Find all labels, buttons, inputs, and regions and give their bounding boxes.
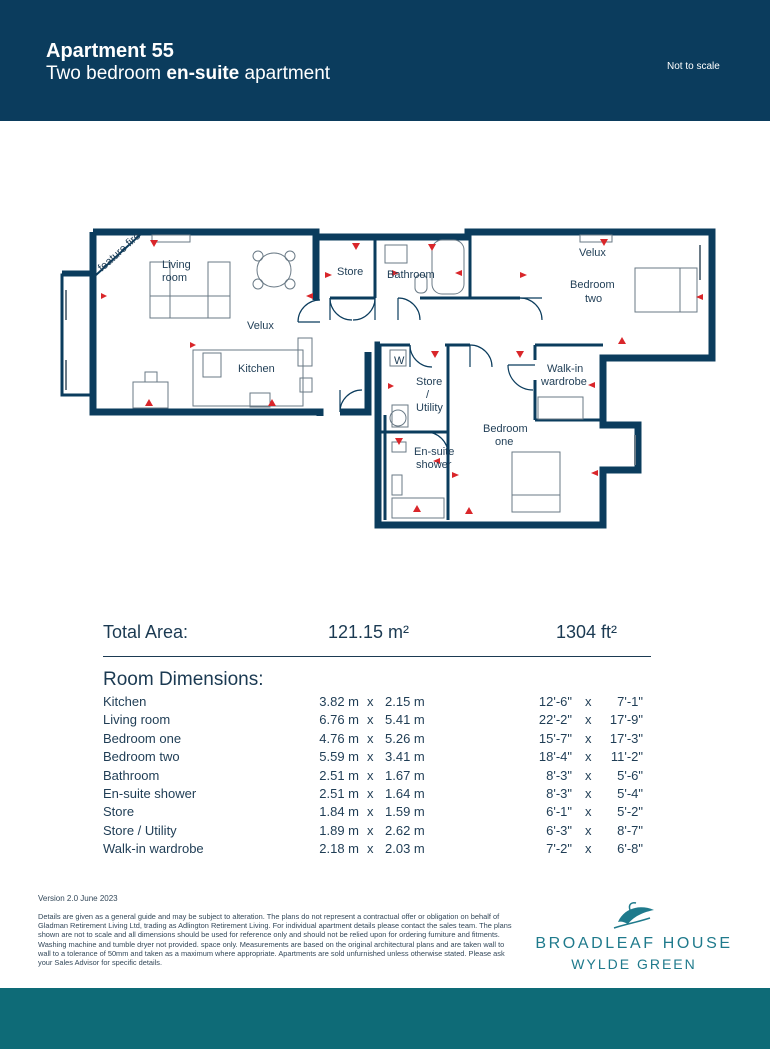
dimension-row <box>103 731 643 749</box>
metric-length: 2.51 m <box>319 767 359 783</box>
subtitle-suffix: apartment <box>239 63 331 84</box>
times-sign: x <box>585 822 592 838</box>
times-sign: x <box>367 730 374 746</box>
metric-width: 1.59 m <box>385 804 425 820</box>
metric-length: 6.76 m <box>319 712 359 728</box>
total-area-metric: 121.15 m² <box>328 622 410 642</box>
imperial-width: 7'-1" <box>617 694 643 709</box>
room-dimensions-table <box>103 694 643 860</box>
metric-length: 4.76 m <box>319 730 359 746</box>
label-velux-living: Velux <box>247 320 274 332</box>
total-area-section <box>103 620 651 646</box>
metric-width: 3.41 m <box>385 749 425 765</box>
label-bedroom-two-2: two <box>585 293 603 305</box>
label-ensuite-2: shower <box>416 459 452 471</box>
times-sign: x <box>585 712 592 728</box>
times-sign: x <box>367 785 374 801</box>
label-kitchen: Kitchen <box>238 363 275 375</box>
imperial-length: 18'-4" <box>538 749 572 765</box>
times-sign: x <box>367 804 374 820</box>
label-bedroom-one-1: Bedroom <box>483 423 528 435</box>
label-velux-bedroom: Velux <box>579 247 606 259</box>
total-area-label: Total Area: <box>103 622 189 642</box>
imperial-length: 15'-7" <box>538 730 572 746</box>
label-bedroom-two-1: Bedroom <box>570 279 615 291</box>
label-store-utility-2: / <box>426 389 430 401</box>
leaf-logo-icon <box>610 900 658 932</box>
room-name: Kitchen <box>103 694 147 709</box>
imperial-length: 12'-6" <box>538 694 572 709</box>
metric-length: 1.89 m <box>319 822 359 838</box>
metric-length: 5.59 m <box>319 749 359 765</box>
room-name: Bedroom two <box>103 749 180 765</box>
header-banner <box>0 0 770 121</box>
imperial-length: 6'-1" <box>546 804 572 820</box>
imperial-width: 6'-8" <box>617 841 643 857</box>
dimension-row <box>103 786 643 804</box>
imperial-width: 11'-2" <box>610 749 643 765</box>
label-store-utility-3: Utility <box>416 402 443 414</box>
metric-width: 1.67 m <box>385 767 425 783</box>
times-sign: x <box>367 749 374 765</box>
label-store-utility-1: Store <box>416 376 443 388</box>
metric-length: 1.84 m <box>319 804 359 820</box>
metric-length: 2.51 m <box>319 785 359 801</box>
label-washer: W <box>394 355 405 367</box>
room-name: Bathroom <box>103 767 160 783</box>
times-sign: x <box>585 749 592 765</box>
times-sign: x <box>367 694 374 709</box>
total-area-row <box>103 620 651 646</box>
label-living-room-1: Living <box>162 259 191 271</box>
times-sign: x <box>585 785 592 801</box>
label-walkin-1: Walk-in <box>547 363 584 375</box>
label-store: Store <box>337 266 364 278</box>
brand-block <box>528 900 740 972</box>
imperial-width: 17'-9" <box>609 712 643 728</box>
dimension-row <box>103 768 643 786</box>
imperial-length: 6'-3" <box>546 822 572 838</box>
subtitle-bold: en-suite <box>166 63 240 84</box>
times-sign: x <box>585 694 592 709</box>
imperial-width: 5'-2" <box>617 804 643 820</box>
apartment-title: Apartment 55 <box>46 40 174 62</box>
dimension-row <box>103 804 643 822</box>
metric-width: 5.41 m <box>385 712 425 728</box>
subtitle-prefix: Two bedroom <box>46 63 167 84</box>
version-note: Version 2.0 June 2023 <box>38 894 118 903</box>
room-name: En-suite shower <box>103 785 197 801</box>
room-name: Store <box>103 804 135 820</box>
times-sign: x <box>585 767 592 783</box>
metric-width: 5.26 m <box>385 730 425 746</box>
footer-bar <box>0 988 770 1049</box>
metric-width: 1.64 m <box>385 785 425 801</box>
label-living-room-2: room <box>162 272 188 284</box>
times-sign: x <box>585 841 592 857</box>
imperial-width: 17'-3" <box>609 730 643 746</box>
label-bathroom: Bathroom <box>387 269 435 281</box>
imperial-length: 8'-3" <box>546 785 572 801</box>
imperial-width: 5'-6" <box>617 767 643 783</box>
imperial-width: 8'-7" <box>617 822 643 838</box>
dimension-row <box>103 823 643 841</box>
times-sign: x <box>585 804 592 820</box>
imperial-width: 5'-4" <box>617 785 643 801</box>
brand-place: WYLDE GREEN <box>571 956 697 972</box>
label-ensuite-1: En-suite <box>414 446 455 458</box>
floor-plan-drawing <box>0 220 770 540</box>
brand-name: BROADLEAF HOUSE <box>535 935 733 952</box>
times-sign: x <box>367 822 374 838</box>
label-walkin-2: wardrobe <box>541 376 587 388</box>
times-sign: x <box>367 767 374 783</box>
dimension-row <box>103 694 643 712</box>
times-sign: x <box>585 730 592 746</box>
dimension-row <box>103 712 643 730</box>
room-name: Walk-in wardrobe <box>103 841 204 857</box>
metric-length: 2.18 m <box>319 841 359 857</box>
room-dimensions-title: Room Dimensions: <box>103 669 264 690</box>
room-name: Bedroom one <box>103 730 182 746</box>
label-feature-fire: feature fire <box>95 230 144 275</box>
total-area-imperial: 1304 ft² <box>556 622 618 642</box>
scale-note: Not to scale <box>667 61 720 72</box>
floor-plan <box>0 220 770 540</box>
imperial-length: 8'-3" <box>546 767 572 783</box>
apartment-subtitle <box>46 63 330 85</box>
imperial-length: 22'-2" <box>538 712 572 728</box>
times-sign: x <box>367 841 374 857</box>
disclaimer-text: Details are given as a general guide and may be subject to alteration. The plans do not represent a contractual offer or obligation on behalf of Gladman Retirement Living Ltd, trading as Adlington Retirement Living. For individual apartment details please contact the sales team. The plans shown are not to scale and all dimensions should be used for reference only and should not be relied upon for ordering furniture and fitments. Washing machine and tumble dryer not provided. space only. Measurements are based on the original architectural plans and are taken wall to wall to a tolerance of 50mm and taken as a maximum where appropriate. Apartments are sold unfurnished unless otherwise stated. Please ask your Sales Advisor for specific details. <box>38 912 512 968</box>
metric-width: 2.62 m <box>385 822 425 838</box>
room-name: Store / Utility <box>103 822 177 838</box>
metric-width: 2.03 m <box>385 841 425 857</box>
room-name: Living room <box>103 712 171 728</box>
metric-length: 3.82 m <box>319 694 359 709</box>
divider-line <box>103 656 651 657</box>
imperial-length: 7'-2" <box>546 841 572 857</box>
metric-width: 2.15 m <box>385 694 425 709</box>
times-sign: x <box>367 712 374 728</box>
label-bedroom-one-2: one <box>495 436 514 448</box>
dimension-row <box>103 749 643 767</box>
dimension-row <box>103 841 643 859</box>
